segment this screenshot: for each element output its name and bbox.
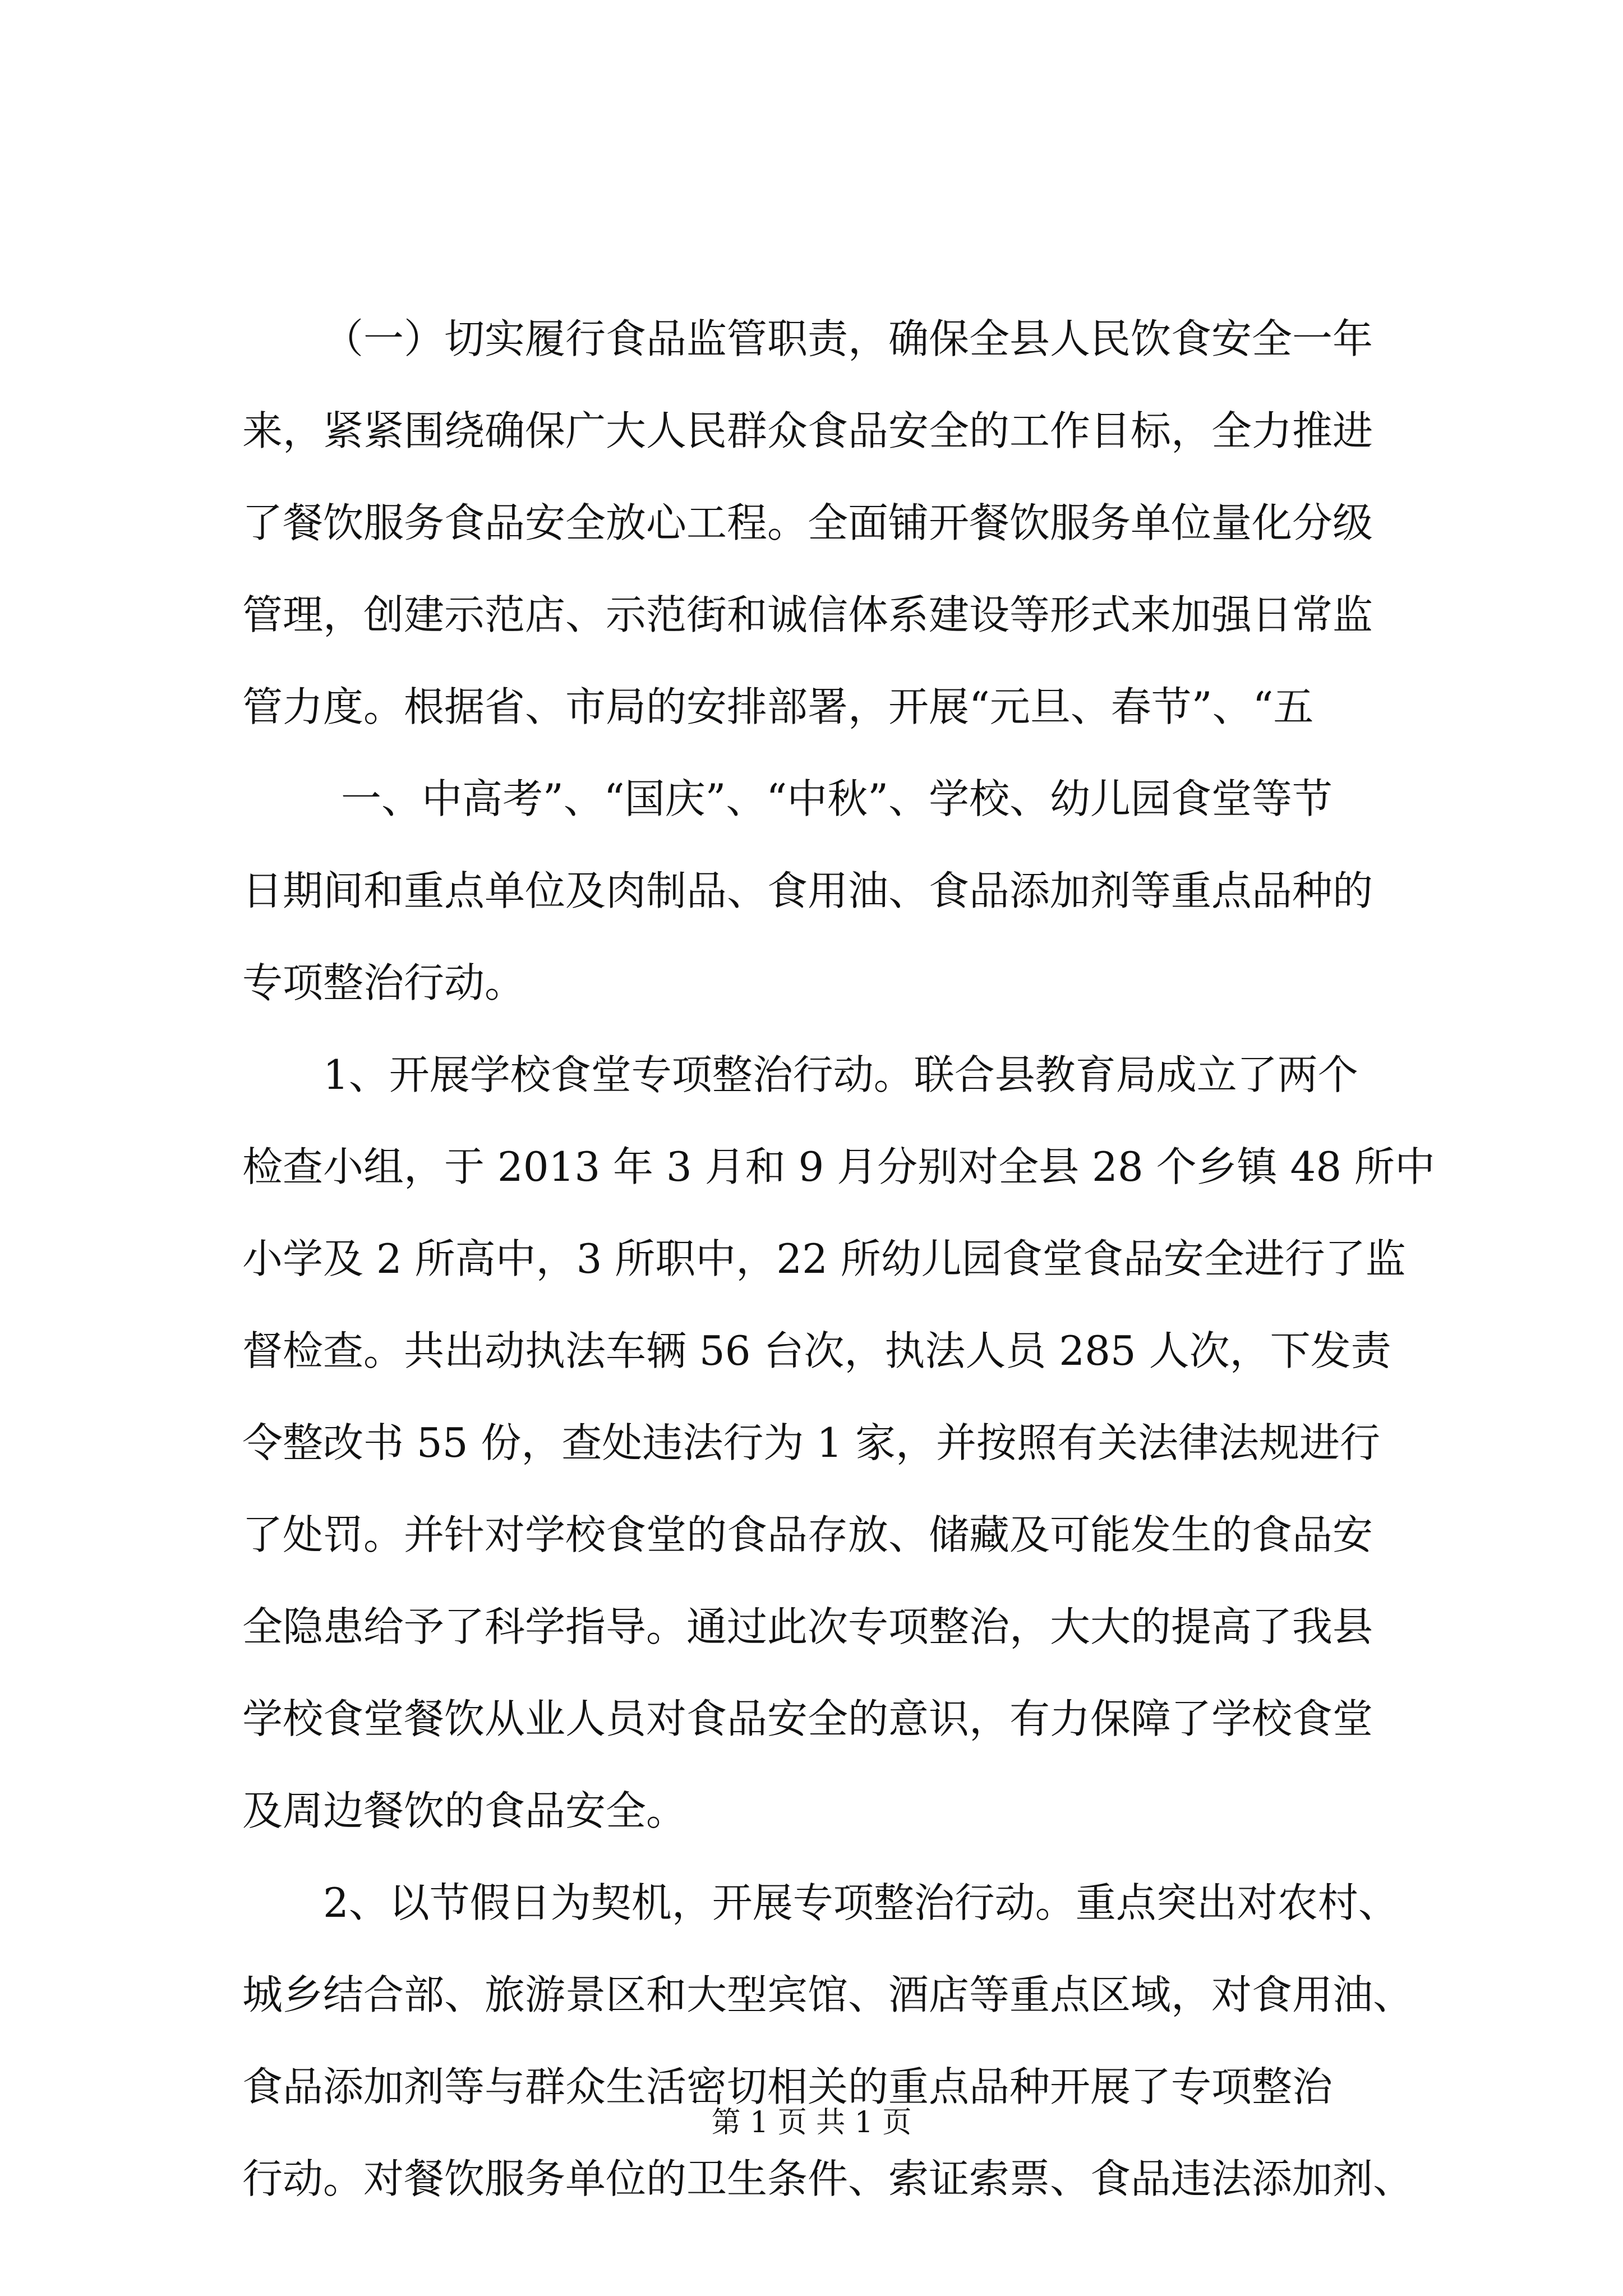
paragraph-line: 来，紧紧围绕确保广大人民群众食品安全的工作目标，全力推进 (242, 407, 1373, 454)
paragraph-line: （一）切实履行食品监管职责，确保全县人民饮食安全一年 (323, 315, 1373, 362)
paragraph-line: 城乡结合部、旅游景区和大型宾馆、酒店等重点区域，对食用油、 (242, 1971, 1414, 2018)
paragraph-line: 1、开展学校食堂专项整治行动。联合县教育局成立了两个 (323, 1051, 1358, 1098)
paragraph-line: 及周边餐饮的食品安全。 (242, 1787, 687, 1834)
paragraph-line: 检查小组，于 2013 年 3 月和 9 月分别对全县 28 个乡镇 48 所中 (242, 1143, 1435, 1190)
page-footer: 第 1 页 共 1 页 (711, 2106, 912, 2139)
paragraph-line: 专项整治行动。 (242, 959, 525, 1006)
paragraph-line: 一、中高考”、“国庆”、“中秋”、学校、幼儿园食堂等节 (341, 775, 1333, 822)
paragraph-line: 管理，创建示范店、示范街和诚信体系建设等形式来加强日常监 (242, 591, 1373, 638)
paragraph-line: 学校食堂餐饮从业人员对食品安全的意识，有力保障了学校食堂 (242, 1695, 1373, 1742)
paragraph-line: 督检查。共出动执法车辆 56 台次，执法人员 285 人次，下发责 (242, 1327, 1391, 1374)
paragraph-line: 食品添加剂等与群众生活密切相关的重点品种开展了专项整治 (242, 2063, 1333, 2110)
paragraph-line: 管力度。根据省、市局的安排部署，开展“元旦、春节”、“五 (242, 683, 1314, 730)
paragraph-line: 小学及 2 所高中，3 所职中，22 所幼儿园食堂食品安全进行了监 (242, 1235, 1406, 1282)
document-body (242, 293, 1435, 2225)
paragraph-line: 日期间和重点单位及肉制品、食用油、食品添加剂等重点品种的 (242, 867, 1373, 914)
paragraph-line: 了餐饮服务食品安全放心工程。全面铺开餐饮服务单位量化分级 (242, 499, 1373, 546)
paragraph-line: 了处罚。并针对学校食堂的食品存放、储藏及可能发生的食品安 (242, 1511, 1373, 1558)
paragraph-line: 令整改书 55 份，查处违法行为 1 家，并按照有关法律法规进行 (242, 1419, 1380, 1466)
paragraph-line: 行动。对餐饮服务单位的卫生条件、索证索票、食品违法添加剂、 (242, 2155, 1414, 2202)
paragraph-line: 2、以节假日为契机，开展专项整治行动。重点突出对农村、 (323, 1879, 1399, 1926)
paragraph-line: 全隐患给予了科学指导。通过此次专项整治，大大的提高了我县 (242, 1603, 1373, 1650)
